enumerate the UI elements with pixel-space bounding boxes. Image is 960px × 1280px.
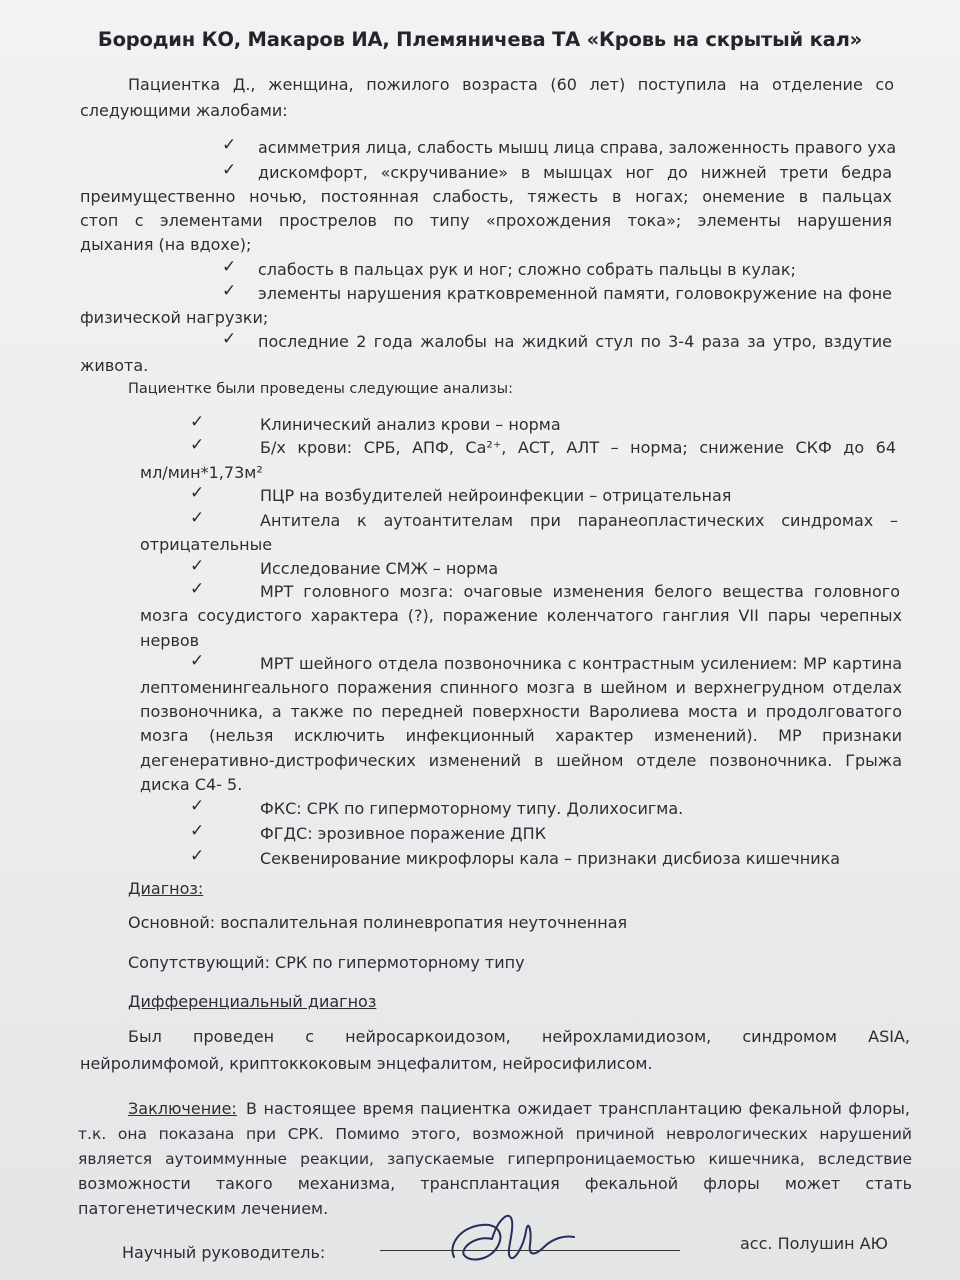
complaint-4-line-1: элементы нарушения кратковременной памяти, головокружение на фоне [258, 284, 892, 303]
checkmark-icon: ✓ [190, 483, 205, 503]
intro-line-1: Пациентка Д., женщина, пожилого возраста (60 лет) поступила на отделение со [128, 75, 894, 94]
test-7-line-3: позвоночника, а также по передней поверхности Варолиева моста и продолговатого [140, 702, 902, 721]
checkmark-icon: ✓ [222, 160, 237, 180]
diagnosis-main: Основной: воспалительная полиневропатия неуточненная [128, 913, 628, 932]
checkmark-icon: ✓ [190, 651, 205, 671]
conclusion-line-3: является аутоиммунные реакции, запускаемые гиперпроницаемостью кишечника, вследствие [78, 1150, 912, 1168]
complaint-2-line-2: преимущественно ночью, постоянная слабость, тяжесть в ногах; онемение в пальцах [80, 187, 892, 206]
complaint-3: слабость в пальцах рук и ног; сложно собрать пальцы в кулак; [258, 260, 796, 279]
diagnosis-concomitant: Сопутствующий: СРК по гипермоторному типу [128, 953, 525, 972]
checkmark-icon: ✓ [190, 556, 205, 576]
test-6-line-1: МРТ головного мозга: очаговые изменения белого вещества головного [260, 582, 900, 601]
complaint-5-line-2: живота. [80, 356, 149, 375]
complaint-2-line-3: стоп с элементами прострелов по типу «прохождения тока»; элементы нарушения [80, 211, 892, 230]
checkmark-icon: ✓ [222, 135, 237, 155]
document-title: Бородин КО, Макаров ИА, Племяничева ТА «Кровь на скрытый кал» [97, 28, 863, 51]
supervisor-name: асс. Полушин АЮ [740, 1234, 888, 1253]
supervisor-label: Научный руководитель: [122, 1243, 326, 1262]
differential-line-1: Был проведен с нейросаркоидозом, нейрохламидиозом, синдромом ASIA, [128, 1027, 910, 1046]
conclusion-line-2: т.к. она показана при СРК. Помимо этого, возможной причиной неврологических нарушений [78, 1125, 912, 1143]
test-8: ФКС: СРК по гипермоторному типу. Долихосигма. [260, 799, 684, 818]
differential-line-2: нейролимфомой, криптоккоковым энцефалитом, нейросифилисом. [80, 1054, 653, 1073]
test-1: Клинический анализ крови – норма [260, 415, 561, 434]
checkmark-icon: ✓ [190, 579, 205, 599]
checkmark-icon: ✓ [222, 281, 237, 301]
tests-intro: Пациентке были проведены следующие анализы: [128, 381, 513, 397]
test-6-line-2: мозга сосудистого характера (?), поражение коленчатого ганглия VII пары черепных [140, 606, 902, 625]
complaint-5-line-1: последние 2 года жалобы на жидкий стул по 3-4 раза за утро, вздутие [258, 332, 892, 351]
test-7-line-5: дегенеративно-дистрофических изменений в шейном отделе позвоночника. Грыжа [140, 751, 902, 770]
complaint-2-line-4: дыхания (на вдохе); [80, 235, 252, 254]
test-7-line-4: мозга (нельзя исключить инфекционный характер изменений). МР признаки [140, 726, 902, 745]
test-4-line-1: Антитела к аутоантителам при паранеопластических синдромах – [260, 511, 898, 530]
conclusion-heading: Заключение: [128, 1099, 237, 1118]
checkmark-icon: ✓ [190, 821, 205, 841]
test-7-line-1: МРТ шейного отдела позвоночника с контрастным усилением: МР картина [260, 654, 902, 673]
checkmark-icon: ✓ [190, 435, 205, 455]
test-2-line-2: мл/мин*1,73м² [140, 463, 263, 482]
test-6-line-3: нервов [140, 631, 200, 650]
complaint-2-line-1: дискомфорт, «скручивание» в мышцах ног до нижней трети бедра [258, 163, 892, 182]
intro-line-2: следующими жалобами: [80, 101, 288, 120]
checkmark-icon: ✓ [190, 846, 205, 866]
complaint-1: асимметрия лица, слабость мышц лица справа, заложенность правого уха [258, 138, 897, 157]
conclusion-line-5: патогенетическим лечением. [78, 1199, 329, 1218]
test-5: Исследование СМЖ – норма [260, 559, 499, 578]
test-9: ФГДС: эрозивное поражение ДПК [260, 824, 547, 843]
test-3: ПЦР на возбудителей нейроинфекции – отрицательная [260, 486, 732, 505]
checkmark-icon: ✓ [222, 329, 237, 349]
checkmark-icon: ✓ [190, 412, 205, 432]
checkmark-icon: ✓ [222, 257, 237, 277]
test-7-line-6: диска С4- 5. [140, 775, 243, 794]
complaint-4-line-2: физической нагрузки; [80, 308, 269, 327]
test-2-line-1: Б/х крови: СРБ, АПФ, Ca²⁺, АСТ, АЛТ – норма; снижение СКФ до 64 [260, 438, 896, 457]
handwritten-signature [440, 1205, 580, 1275]
diagnosis-heading: Диагноз: [128, 879, 204, 898]
test-10: Секвенирование микрофлоры кала – признаки дисбиоза кишечника [260, 849, 841, 868]
conclusion-line-4: возможности такого механизма, трансплантация фекальной флоры может стать [78, 1174, 912, 1193]
differential-diagnosis-heading: Дифференциальный диагноз [128, 992, 377, 1011]
conclusion-line-1: В настоящее время пациентка ожидает трансплантацию фекальной флоры, [246, 1099, 910, 1118]
test-7-line-2: лептоменингеального поражения спинного мозга в шейном и верхнегрудном отделах [140, 678, 902, 697]
checkmark-icon: ✓ [190, 796, 205, 816]
test-4-line-2: отрицательные [140, 535, 273, 554]
checkmark-icon: ✓ [190, 508, 205, 528]
